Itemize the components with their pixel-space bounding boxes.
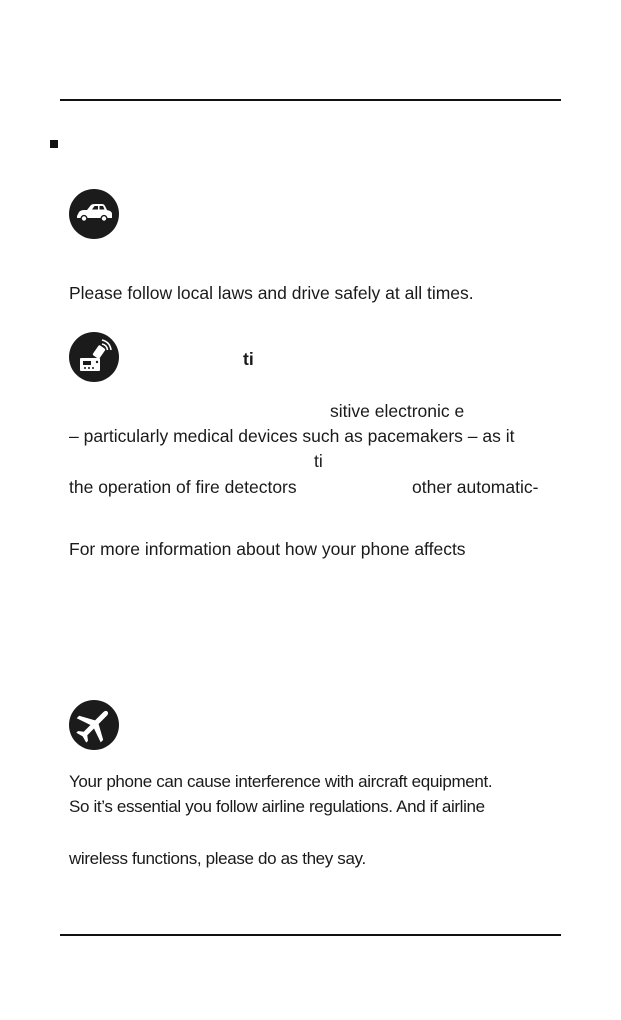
electronics-title-fragment: ti bbox=[243, 349, 254, 369]
electronics-text-line1: sitive electronic e bbox=[330, 401, 465, 421]
aircraft-text-line3: wireless functions, please do as they say. bbox=[69, 849, 366, 868]
electronics-text-line3: ti bbox=[314, 451, 323, 471]
electronics-text-line2: – particularly medical devices such as pacemakers – as it bbox=[69, 426, 515, 446]
electronics-text-line5: For more information about how your phone affects bbox=[69, 539, 466, 559]
header-rule bbox=[60, 99, 561, 101]
driving-text-line1: Please follow local laws and drive safely at all times. bbox=[69, 283, 474, 303]
section-bullet bbox=[50, 140, 58, 148]
aircraft-text-line2: So it’s essential you follow airline regulations. And if airline bbox=[69, 797, 485, 816]
car-icon bbox=[69, 189, 119, 239]
aircraft-text-line1: Your phone can cause interference with aircraft equipment. bbox=[69, 772, 493, 791]
electronics-text-line4a: the operation of fire detectors bbox=[69, 477, 297, 497]
airplane-icon bbox=[69, 700, 119, 750]
electronic-device-icon bbox=[69, 332, 119, 382]
footer-rule bbox=[60, 934, 561, 936]
electronics-text-line4b: other automatic- bbox=[412, 477, 539, 497]
